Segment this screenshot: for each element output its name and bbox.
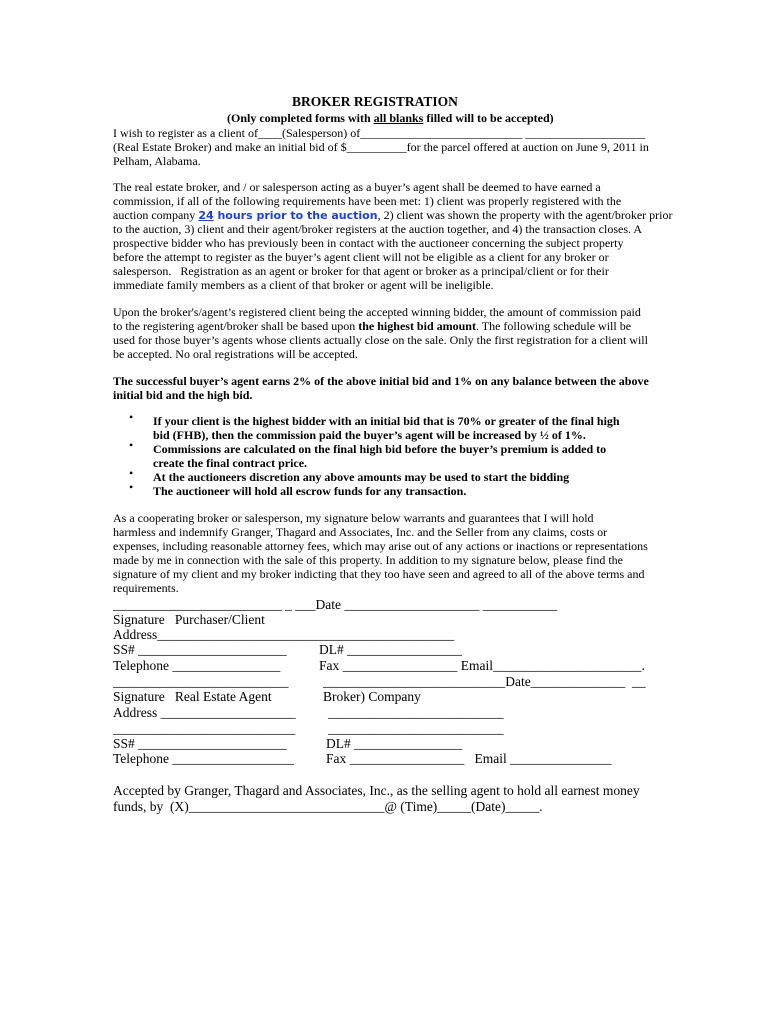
agent-signature-blank[interactable]: __________________________: [113, 674, 289, 689]
signature-date-blank[interactable]: _________________________ _ ___Date ____________________ ___________: [113, 597, 557, 612]
intro-line: (Real Estate Broker) and make an initial bid of $__________for the parcel offered at auction on June 9, 2011 in: [113, 140, 649, 154]
para4-line: expenses, including reasonable attorney fees, which may arise out of any actions or inactions or representations: [113, 539, 648, 553]
subtitle-emphasis: all blanks: [373, 111, 424, 125]
subtitle-text: (Only completed forms with: [227, 111, 374, 125]
agent-telephone-field[interactable]: Telephone __________________: [113, 751, 294, 766]
bullet-item: Commissions are calculated on the final high bid before the buyer’s premium is added to: [153, 442, 607, 456]
commission-rate-line: The successful buyer’s agent earns 2% of the above initial bid and 1% on any balance between the above: [113, 374, 649, 388]
agent-address-field[interactable]: Address ____________________: [113, 705, 296, 720]
subtitle-text-end: filled will to be accepted): [423, 111, 554, 125]
para1-text-end: , 2) client was shown the property with the agent/broker prior: [377, 208, 673, 222]
para1-line: [113, 208, 673, 223]
para1-line: commission, if all of the following requirements have been met: 1) client was properly registered with the: [113, 194, 622, 208]
agent-signature-label: Signature Real Estate Agent: [113, 689, 272, 704]
para4-line: requirements.: [113, 581, 179, 595]
para2-text-end: . The following schedule will be: [475, 319, 632, 333]
para1-line: The real estate broker, and / or salesperson acting as a buyer’s agent shall be deemed to have earned a: [113, 180, 601, 194]
intro-line: Pelham, Alabama.: [113, 154, 201, 168]
para2-line: be accepted. No oral registrations will be accepted.: [113, 347, 358, 361]
broker-company-label: Broker) Company: [323, 689, 421, 704]
bullet-icon: •: [129, 438, 134, 452]
acceptance-blank[interactable]: funds, by (X)_____________________________@ (Time)_____(Date)_____.: [113, 799, 543, 814]
agent-fax-email-field[interactable]: Fax _________________ Email _______________: [326, 751, 612, 766]
para4-line: made by me in connection with the sale of this property. In addition to my signature below, please find the: [113, 553, 623, 567]
agent-ss-field[interactable]: SS# ______________________: [113, 736, 287, 751]
para1-line: immediate family members as a client of that broker or agent will be ineligible.: [113, 278, 494, 292]
purchaser-address-field[interactable]: Address____________________________________________: [113, 627, 455, 642]
commission-rate-line: initial bid and the high bid.: [113, 388, 253, 402]
bullet-icon: •: [129, 410, 134, 424]
para1-line: to the auction, 3) client and their agent/broker registers at the auction together, and 4) the transaction closes. A: [113, 222, 643, 236]
broker-date-blank[interactable]: ___________________________Date______________ __: [323, 674, 646, 689]
purchaser-telephone-field[interactable]: Telephone ________________: [113, 658, 281, 673]
para4-line: signature of my client and my broker indicting that they too have seen and agreed to all of the above terms and: [113, 567, 645, 581]
para4-line: As a cooperating broker or salesperson, my signature below warrants and guarantees that I will hold: [113, 511, 594, 525]
agent-address-field-2[interactable]: ___________________________: [113, 721, 296, 736]
bullet-icon: •: [129, 466, 134, 480]
hours-highlight-text: hours prior to the auction: [213, 209, 378, 222]
bullet-item: At the auctioneers discretion any above amounts may be used to start the bidding: [153, 470, 570, 484]
bullet-item: If your client is the highest bidder with an initial bid that is 70% or greater of the final high: [153, 414, 620, 428]
para2-line: [113, 319, 631, 333]
bullet-icon: •: [129, 480, 134, 494]
para4-line: harmless and indemnify Granger, Thagard and Associates, Inc. and the Seller from any claims, costs or: [113, 525, 608, 539]
broker-company-field[interactable]: __________________________: [328, 705, 504, 720]
para2-line: used for those buyer’s agents whose clients actually close on the sale. Only the first registration for a client will: [113, 333, 648, 347]
intro-line: I wish to register as a client of____(Salesperson) of___________________________ ____________________: [113, 126, 646, 140]
page-subtitle: [227, 111, 554, 125]
acceptance-line: Accepted by Granger, Thagard and Associates, Inc., as the selling agent to hold all earnest money: [113, 783, 640, 798]
para1-line: salesperson. Registration as an agent or broker for that agent or broker as a principal/client or for their: [113, 264, 609, 278]
agent-dl-field[interactable]: DL# ________________: [326, 736, 463, 751]
broker-company-field-2[interactable]: __________________________: [328, 721, 504, 736]
para1-text: auction company: [113, 208, 199, 222]
purchaser-signature-label: Signature Purchaser/Client: [113, 612, 265, 627]
purchaser-dl-field[interactable]: DL# _________________: [319, 642, 462, 657]
hours-highlight: 24: [198, 209, 214, 222]
purchaser-ss-field[interactable]: SS# ______________________: [113, 642, 287, 657]
para2-text: to the registering agent/broker shall be based upon: [113, 319, 359, 333]
bullet-item: create the final contract price.: [153, 456, 308, 470]
purchaser-fax-email-field[interactable]: Fax _________________ Email______________________.: [319, 658, 645, 673]
bullet-item: bid (FHB), then the commission paid the buyer’s agent will be increased by ½ of 1%.: [153, 428, 586, 442]
para1-line: before the attempt to register as the buyer’s agent client will not be eligible as a client for any broker or: [113, 250, 609, 264]
bullet-item: The auctioneer will hold all escrow funds for any transaction.: [153, 484, 467, 498]
para1-line: prospective bidder who has previously been in contact with the auctioneer concerning the subject property: [113, 236, 624, 250]
page-title: BROKER REGISTRATION: [292, 94, 458, 109]
para2-line: Upon the broker's/agent’s registered client being the accepted winning bidder, the amount of commission paid: [113, 305, 641, 319]
para2-emphasis: the highest bid amount: [358, 319, 476, 333]
